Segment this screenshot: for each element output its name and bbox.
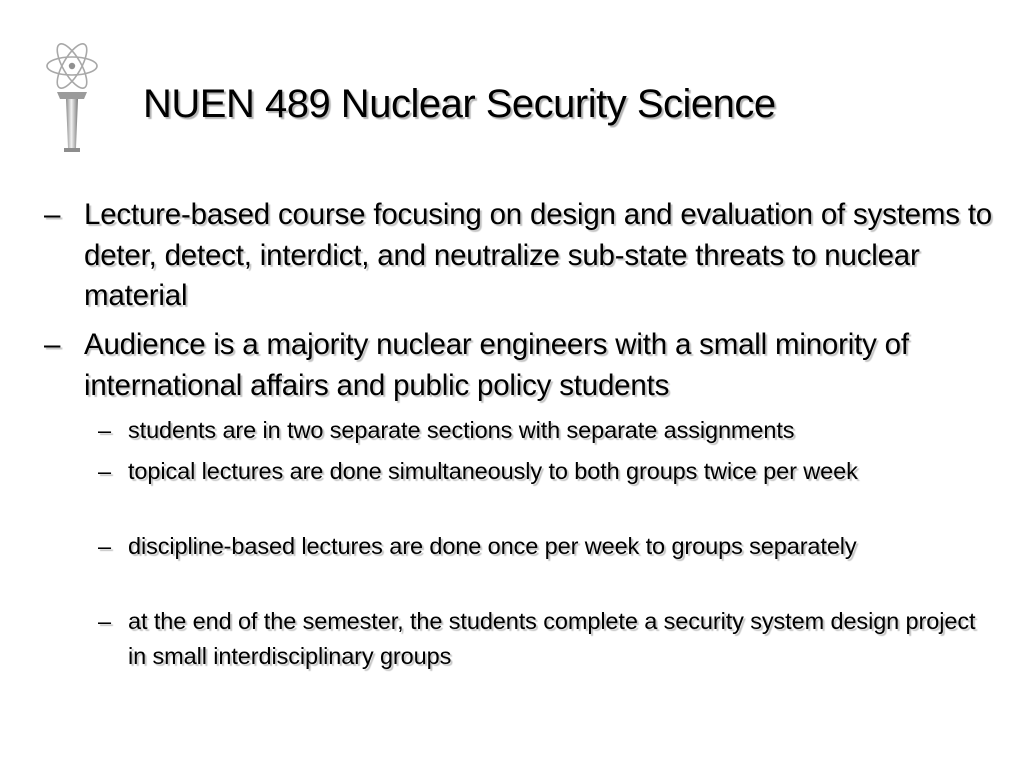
sub-bullet-item [98,604,998,674]
sub-bullet-item [98,413,998,448]
sub-bullet-dash: – [98,608,111,634]
sub-bullet-item [98,454,998,489]
sub-bullet-item [98,529,998,564]
sub-bullet-text: students are in two separate sections with separate assignments [128,417,795,443]
bullet-item [44,325,1004,406]
bullet-item [44,195,1004,317]
sub-bullet-dash: – [98,417,111,443]
slide-title: NUEN 489 Nuclear Security Science [143,82,776,126]
bullet-dash: – [44,328,61,361]
sub-bullet-text: at the end of the semester, the students complete a security system design project in small interdisciplinary groups [128,608,976,669]
bullet-text: Audience is a majority nuclear engineers with a small minority of international affairs and public policy students [84,328,909,402]
sub-bullet-dash: – [98,458,111,484]
bullet-dash: – [44,198,61,231]
sub-bullet-text: topical lectures are done simultaneously to both groups twice per week [128,458,858,484]
sub-bullet-dash: – [98,533,111,559]
sub-bullet-text: discipline-based lectures are done once per week to groups separately [128,533,857,559]
bullet-text: Lecture-based course focusing on design and evaluation of systems to deter, detect, interdict, and neutralize sub-state threats to nuclear material [84,198,993,312]
